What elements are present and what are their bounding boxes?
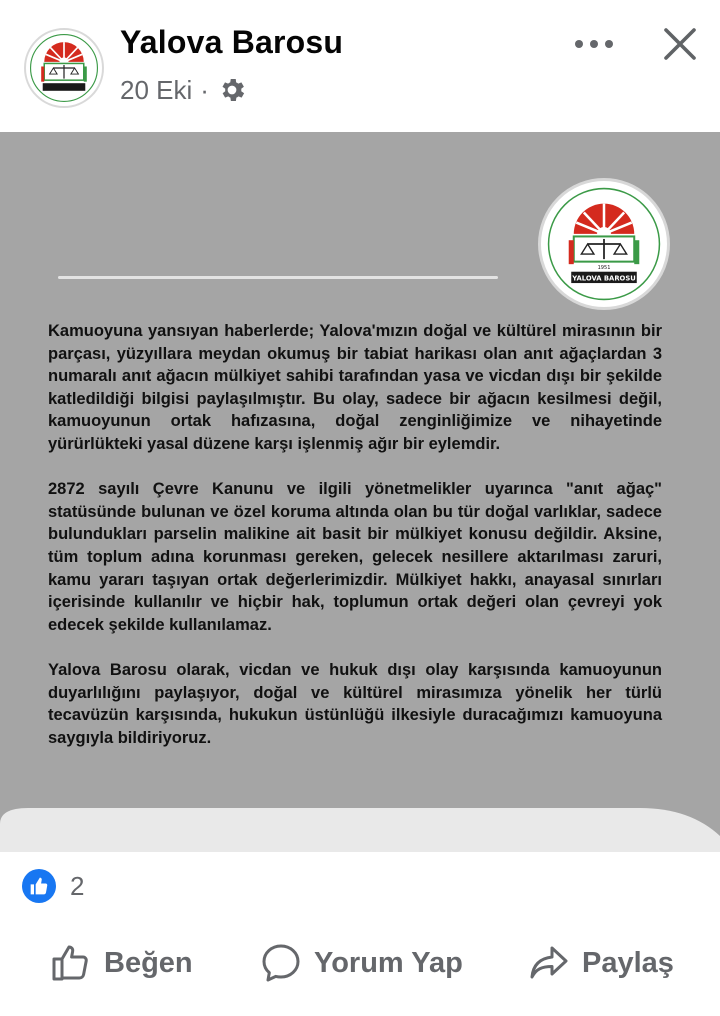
meta-separator: ·	[200, 74, 209, 105]
comment-label: Yorum Yap	[314, 946, 463, 979]
bar-logo-icon	[541, 181, 667, 307]
like-button[interactable]	[50, 930, 193, 996]
reaction-count: 2	[70, 870, 85, 901]
thumbs-up-icon	[50, 942, 92, 984]
close-icon[interactable]	[656, 20, 704, 68]
like-label: Beğen	[104, 946, 193, 979]
more-dot	[590, 40, 598, 48]
share-button[interactable]	[528, 930, 674, 996]
bar-logo-icon	[26, 30, 102, 106]
more-dot	[605, 40, 613, 48]
logo-name: YALOVA BAROSU	[572, 274, 636, 283]
decorative-divider	[58, 276, 498, 279]
comment-button[interactable]	[260, 930, 463, 996]
announcement-paragraph: 2872 sayılı Çevre Kanunu ve ilgili yönetmelikler uyarınca "anıt ağaç" statüsünde bulunan ve özel koruma altında olan bu tür doğal varlıklar, sadece bulundukları parselin malikine ait basit bir mülkiyet konusu değildir. Aksine, tüm toplum adına korunması gereken, gelecek nesillere aktarılması zaruri, kamu yararı taşıyan ortak değerlerimizdir. Mülkiyet hakkı, anayasal sınırları içerisinde kullanılır ve hiçbir hak, toplumun ortak değeri olan çevreyi yok edecek şekilde kullanılamaz.	[48, 480, 662, 634]
comment-icon	[260, 942, 302, 984]
decorative-wave	[0, 808, 720, 852]
post-header	[0, 0, 720, 132]
share-label: Paylaş	[582, 946, 674, 979]
announcement-text	[48, 320, 662, 772]
announcement-paragraph: Kamuoyuna yansıyan haberlerde; Yalova'mızın doğal ve kültürel mirasının bir parçası, yüzyıllara meydan okumuş bir tabiat harikası olan anıt ağaçlardan 3 numaralı anıt ağacın mülkiyet sahibi tarafından yasa ve vicdan dışı bir şekilde katledildiği bilgisi paylaşılmıştır. Bu olay, sadece bir ağacın kesilmesi değil, kamuoyunun ortak hafızasına, doğal zenginliğimize ve nihayetinde yürürlükteki yasal düzene karşı işlenmiş ağır bir eylemdir.	[48, 322, 662, 453]
post-date[interactable]: 20 Eki	[120, 74, 193, 105]
post-meta	[120, 72, 247, 108]
more-options-button[interactable]	[566, 22, 622, 66]
thumbs-up-icon	[29, 876, 49, 896]
page-name[interactable]: Yalova Barosu	[120, 24, 344, 60]
gear-icon[interactable]	[217, 75, 247, 105]
post-action-bar	[0, 930, 720, 996]
page-avatar[interactable]	[24, 28, 104, 108]
post-image[interactable]	[0, 132, 720, 852]
more-dot	[575, 40, 583, 48]
reactions-summary[interactable]	[22, 866, 84, 906]
like-reaction-icon	[22, 869, 56, 903]
announcement-paragraph: Yalova Barosu olarak, vicdan ve hukuk dışı olay karşısında kamuoyunun duyarlılığını paylaşıyor, doğal ve kültürel mirasımıza yönelik her türlü tecavüzün karşısında, hukukun üstünlüğü ilkesiyle duracağımızı kamuoyuna saygıyla bildiriyoruz.	[48, 660, 662, 747]
announcement-logo	[538, 178, 670, 310]
share-icon	[528, 942, 570, 984]
logo-year: 1951	[597, 265, 611, 272]
